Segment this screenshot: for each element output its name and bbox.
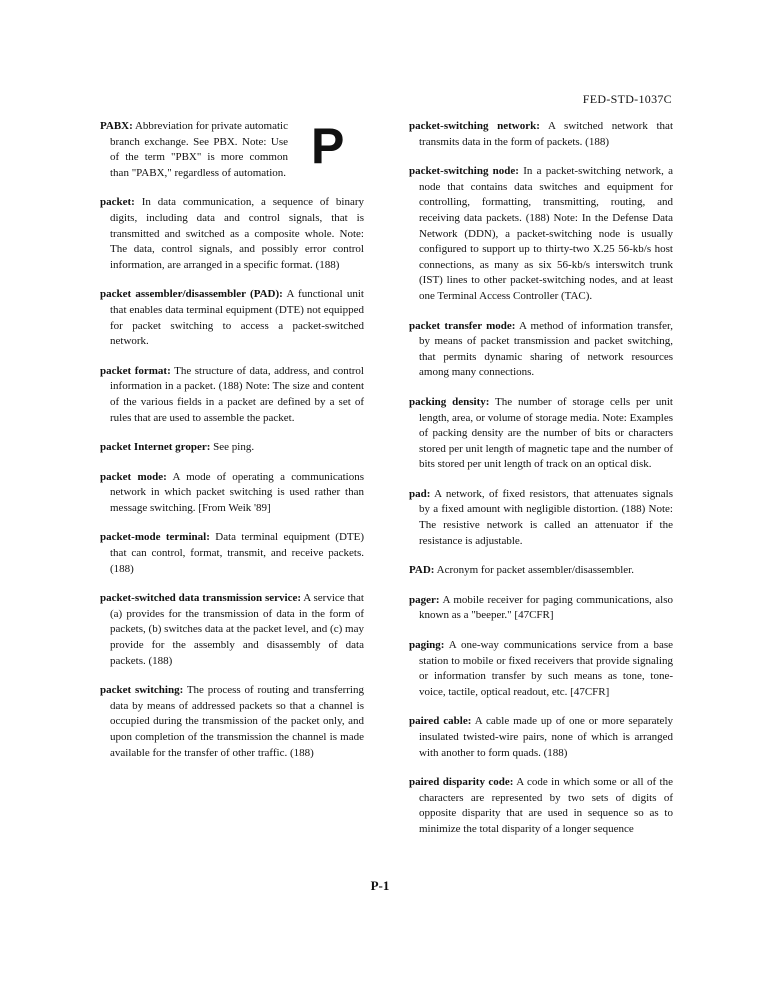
entry-definition: A one-way communications service from a base station to mobile or fixed receivers that provide signaling or information transfer by such means as tone, tone-voice, tactile, optical readout, etc. [47CFR]: [419, 639, 673, 698]
glossary-entry: [409, 714, 673, 761]
glossary-entry: [409, 164, 673, 304]
glossary-entry: [100, 119, 288, 181]
left-column: [100, 119, 364, 775]
entry-term: packet-mode terminal:: [100, 531, 210, 544]
entry-definition: A network, of fixed resistors, that attenuates signals by a fixed amount with negligible distortion. (188) Note: The resistive network is called an attenuator if the resistance is adjustable.: [419, 487, 673, 547]
entry-term: packet switching:: [100, 684, 184, 697]
entry-definition: A cable made up of one or more separately insulated twisted-wire pairs, none of which is arranged with another to form quads. (188): [419, 715, 673, 759]
entry-term: PAD:: [409, 564, 435, 577]
glossary-entry: [409, 395, 673, 473]
glossary-entry: [409, 638, 673, 700]
entry-definition: The structure of data, address, and control information in a packet. (188) Note: The size and content of the various fields in a packet are defined by a set of rules that are used to assemble the packet.: [110, 364, 364, 424]
entry-term: packet:: [100, 196, 135, 209]
glossary-entry: [100, 195, 364, 273]
entry-term: packing density:: [409, 395, 490, 408]
glossary-entry: [100, 591, 364, 669]
entry-term: paired disparity code:: [409, 776, 514, 789]
section-letter: P: [311, 118, 345, 174]
entry-term: pad:: [409, 487, 431, 500]
glossary-entry: [409, 593, 673, 624]
entry-definition: A mobile receiver for paging communications, also known as a "beeper." [47CFR]: [419, 593, 673, 622]
glossary-entry: [100, 440, 364, 456]
entry-definition: A code in which some or all of the characters are represented by two sets of digits of opposite disparity that are used in sequence so as to minimize the total disparity of a longer sequence: [419, 776, 673, 835]
entry-term: PABX:: [100, 120, 133, 132]
entry-definition: In a packet-switching network, a node that contains data switches and equipment for controlling, formatting, transmitting, routing, and receiving data packets. (188) Note: In the Defense Data Network (DDN), a packet-switching node is usually configured to support up to thirty-two X.25 56-kb/s host connections, as many as six 56-kb/s interswitch trunk (IST) lines to other packet-switching nodes, and at least one Terminal Access Controller (TAC).: [419, 165, 673, 302]
glossary-entry: [100, 470, 364, 517]
entry-definition: A functional unit that enables data terminal equipment (DTE) not equipped for packet switching to access a packet-switched network.: [110, 288, 364, 348]
entry-definition: A service that (a) provides for the transmission of data in the form of packets, (b) switches data at the packet level, and (c) may provide for the assembly and disassembly of data packets. (188): [110, 592, 364, 667]
entry-term: packet transfer mode:: [409, 319, 516, 332]
glossary-entry: [100, 683, 364, 761]
entry-definition: The number of storage cells per unit length, area, or volume of storage media. Note: Examples of packing density are the number of bits or characters stored per unit length of magnetic tape and the number of bits stored per unit length of track on an optical disk.: [419, 395, 673, 471]
entry-term: packet format:: [100, 364, 171, 377]
entry-term: packet mode:: [100, 470, 167, 483]
document-id: FED-STD-1037C: [582, 92, 672, 106]
entry-definition: A switched network that transmits data in the form of packets. (188): [419, 120, 673, 148]
page-number: P-1: [370, 878, 390, 893]
glossary-entry: [100, 287, 364, 349]
entry-definition: Acronym for packet assembler/disassembler.: [436, 564, 634, 577]
entry-term: paging:: [409, 639, 445, 652]
entry-term: packet-switched data transmission service:: [100, 592, 302, 605]
glossary-entry: [409, 775, 673, 837]
glossary-entry: [409, 119, 673, 150]
entry-definition: Data terminal equipment (DTE) that can control, format, transmit, and receive packets. (188): [110, 531, 364, 575]
entry-term: packet-switching network:: [409, 120, 540, 132]
glossary-entry: [409, 563, 673, 579]
entry-definition: Abbreviation for private automatic branch exchange. See PBX. Note: Use of the term "PBX" is more common than "PABX," regardless of automation.: [110, 120, 288, 179]
right-column: [409, 119, 673, 852]
entry-definition: See ping.: [213, 441, 255, 454]
entry-definition: The process of routing and transferring data by means of addressed packets so that a channel is occupied during the transmission of the packet only, and upon completion of the transmission the channel is made available for the transfer of other traffic. (188): [110, 684, 364, 759]
entry-definition: A method of information transfer, by means of packet transmission and packet switching, that permits dynamic sharing of network resources among many connections.: [419, 319, 673, 379]
glossary-entry: [409, 487, 673, 549]
entry-term: packet-switching node:: [409, 165, 519, 178]
entry-definition: A mode of operating a communications network in which packet switching is used rather than message switching. [From Weik '89]: [110, 470, 364, 514]
entry-term: paired cable:: [409, 715, 472, 728]
glossary-entry: [100, 364, 364, 426]
entry-term: pager:: [409, 593, 440, 606]
glossary-entry: [100, 530, 364, 577]
entry-definition: In data communication, a sequence of binary digits, including data and control signals, that is transmitted and switched as a composite whole. Note: The data, control signals, and possibly error control information, are arranged in a specific format. (188): [110, 196, 365, 271]
entry-term: packet assembler/disassembler (PAD):: [100, 288, 283, 301]
entry-term: packet Internet groper:: [100, 441, 211, 454]
glossary-entry: [409, 319, 673, 381]
